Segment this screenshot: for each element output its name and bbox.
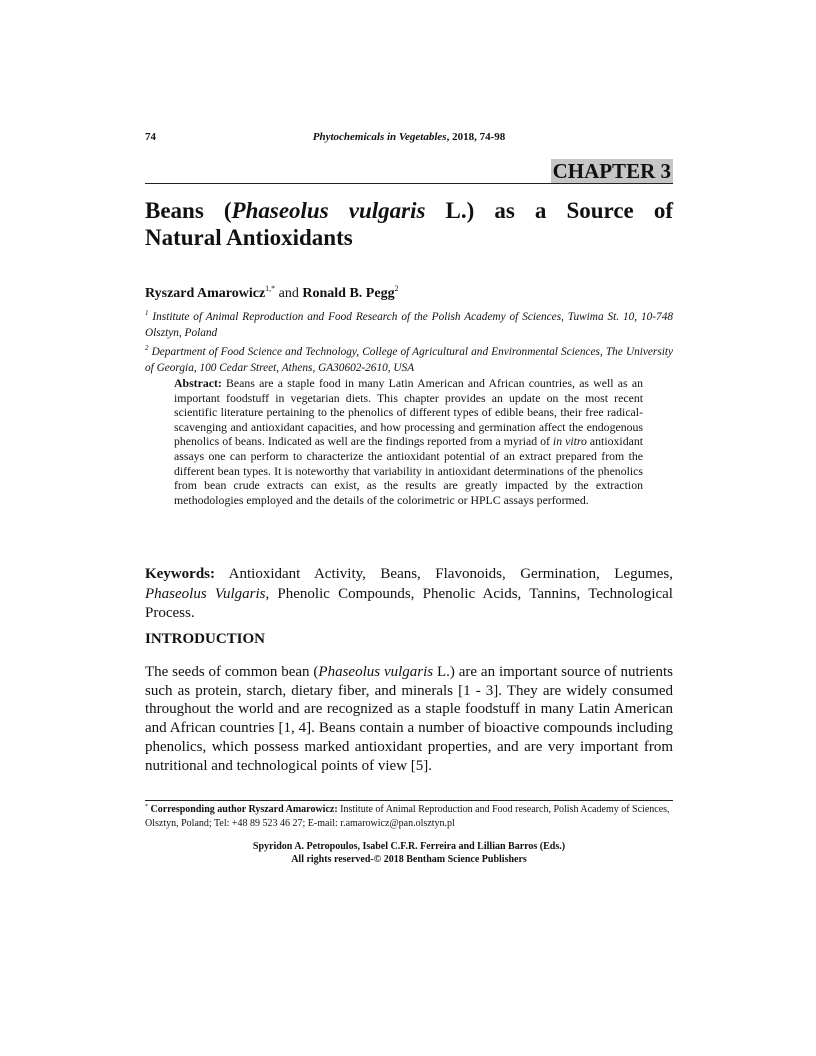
chapter-label: CHAPTER 3 bbox=[552, 159, 671, 183]
author-affiliation-mark: 1,* bbox=[265, 284, 276, 293]
title-text: L.) as a Source of bbox=[425, 198, 673, 223]
title-species: Phaseolus vulgaris bbox=[231, 198, 426, 223]
affiliation-mark: 1 bbox=[145, 309, 149, 317]
journal-year-pages: , 2018, 74-98 bbox=[446, 131, 506, 143]
author-name: Ronald B. Pegg bbox=[302, 286, 395, 301]
keywords bbox=[145, 565, 673, 624]
affiliation-mark: 2 bbox=[145, 344, 149, 352]
footnote-text: Institute of Animal Reproduction and Food research, Polish Academy of Sciences, Olsztyn, Poland; Tel: +48 89 523 46 27; E-mail: r.amarowicz@pan.olsztyn.pl bbox=[145, 804, 670, 829]
abstract-italic: in vitro bbox=[552, 434, 587, 449]
chapter-title bbox=[145, 197, 673, 251]
page-number: 74 bbox=[145, 131, 156, 143]
abstract-text: antioxidant assays one can perform to characterize the antioxidant potential of an extract prepared from the different bean types. It is noteworthy that variability in antioxidant determinations of the phenolics from bean crude extracts can exist, as the results are greatly impacted by the extraction methodologies employed and the details of the colorimetric or HPLC assays performed. bbox=[174, 434, 644, 507]
keywords-label: Keywords: bbox=[145, 566, 215, 582]
keywords-text: Antioxidant Activity, Beans, Flavonoids, Germination, Legumes, bbox=[215, 566, 673, 582]
author-conjunction: and bbox=[275, 286, 303, 301]
author-list bbox=[145, 285, 673, 303]
footnote-mark: * bbox=[145, 804, 148, 810]
abstract bbox=[174, 376, 643, 507]
keywords-italic: Phaseolus Vulgaris bbox=[145, 585, 266, 602]
title-line-1 bbox=[145, 197, 673, 224]
chapter-header bbox=[145, 159, 673, 184]
paragraph-italic: Phaseolus vulgaris bbox=[318, 664, 434, 680]
journal-title: Phytochemicals in Vegetables bbox=[312, 131, 447, 143]
keywords-text: , Phenolic Compounds, Phenolic Acids, Tannins, Technological Process. bbox=[145, 585, 673, 621]
copyright-line: All rights reserved-© 2018 Bentham Science Publishers bbox=[291, 853, 527, 865]
author-name: Ryszard Amarowicz bbox=[145, 286, 266, 301]
affiliation-text: Institute of Animal Reproduction and Food Research of the Polish Academy of Sciences, Tuwima St. 10, 10-748 Olsztyn, Poland bbox=[145, 311, 673, 339]
abstract-text: Beans are a staple food in many Latin American and African countries, as well as an important foodstuff in vegetarian diets. This chapter provides an update on the most recent scientific literature pertaining to the phenolics of different types of edible beans, their free radical-scavenging and antioxidant capacities, and how processing and germination affect the endogenous phenolics of beans. Indicated as well are the findings reported from a myriad of bbox=[174, 376, 643, 449]
paragraph-text: L.) are an important source of nutrients such as protein, starch, dietary fiber, and minerals [1 - 3]. They are widely consumed throughout the world and are recognized as a staple foodstuff in many Latin American and African countries [1, 4]. Beans contain a number of bioactive compounds including phenolics, which possess marked antioxidant properties, and are very important from nutritional and technological points of view [5]. bbox=[145, 664, 673, 774]
affiliation bbox=[145, 344, 673, 376]
affiliation-text: Department of Food Science and Technology, College of Agricultural and Environmental Sciences, The University of Georgia, 100 Cedar Street, Athens, GA30602-2610, USA bbox=[145, 346, 674, 374]
running-head bbox=[145, 131, 673, 147]
editors-line: Spyridon A. Petropoulos, Isabel C.F.R. Ferreira and Lillian Barros (Eds.) bbox=[252, 841, 566, 852]
author-affiliation-mark: 2 bbox=[394, 284, 399, 293]
footnote-divider bbox=[145, 800, 673, 801]
journal-citation bbox=[145, 131, 673, 143]
abstract-label: Abstract: bbox=[174, 376, 222, 390]
corresponding-author-footnote bbox=[145, 803, 673, 831]
affiliation bbox=[145, 309, 673, 341]
section-heading: INTRODUCTION bbox=[145, 631, 266, 647]
footnote-label: Corresponding author Ryszard Amarowicz: bbox=[148, 804, 338, 815]
title-text: Beans ( bbox=[145, 198, 232, 223]
publisher-credits bbox=[145, 841, 673, 866]
introduction-paragraph bbox=[145, 663, 673, 775]
title-line-2: Natural Antioxidants bbox=[145, 225, 353, 250]
paragraph-text: The seeds of common bean ( bbox=[145, 664, 319, 680]
